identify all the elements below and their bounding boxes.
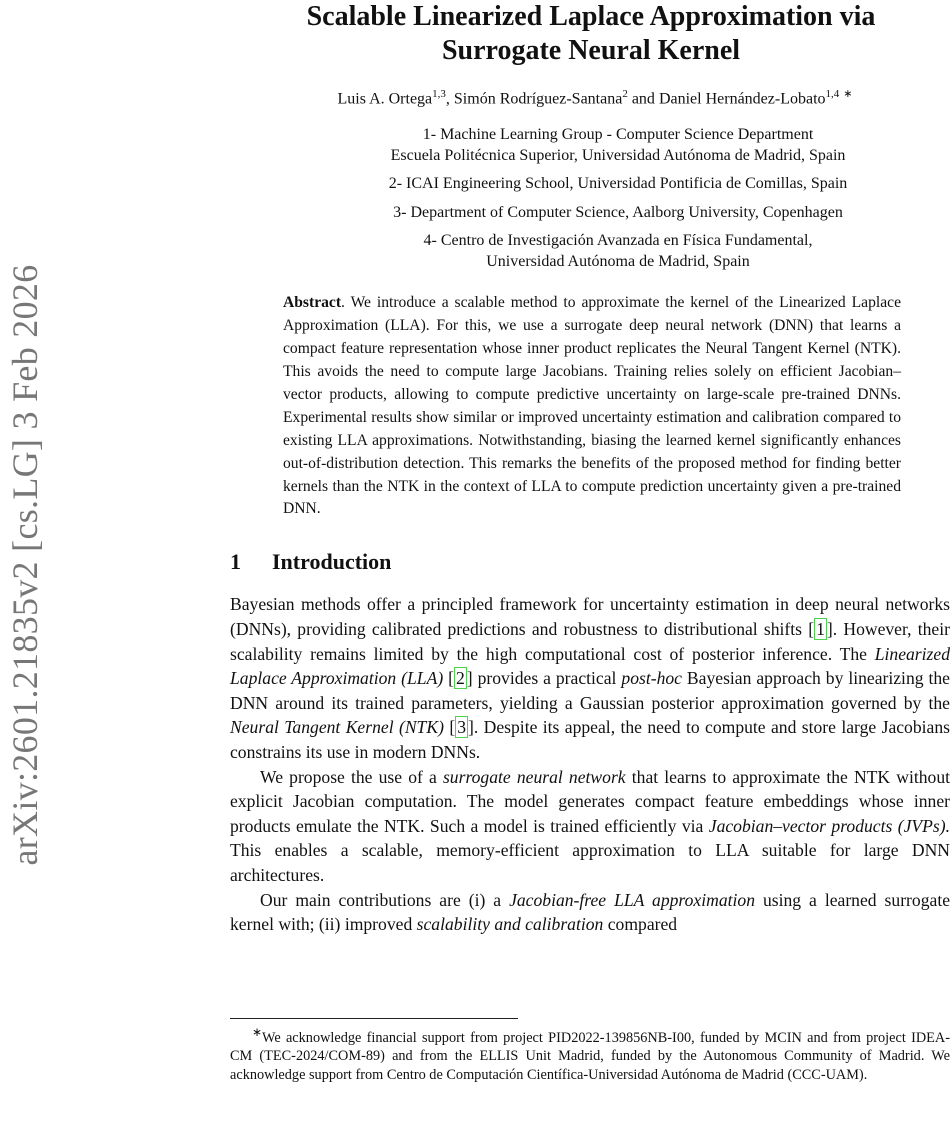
section-number: 1 — [230, 549, 241, 575]
intro-paragraph-2 — [230, 765, 950, 888]
affiliation-2 — [328, 174, 908, 195]
section-heading — [230, 549, 950, 575]
author-list — [230, 84, 950, 109]
author-2-affil: 2 — [622, 88, 628, 100]
section-title: Introduction — [272, 549, 392, 575]
emphasis-text: surrogate neural network — [442, 766, 626, 787]
author-3-affil: 1,4 — [825, 88, 840, 100]
footnote-mark[interactable]: ∗ — [843, 88, 853, 100]
author-separator: , — [445, 90, 454, 108]
emphasis-text: Jacobian–vector products (JVPs). — [708, 815, 951, 836]
affiliation-4-line-1: 4- Centro de Investigación Avanzada en Física Fundamental, — [423, 232, 813, 250]
text-run: provides a practical — [472, 668, 622, 689]
paper-title — [230, 0, 950, 68]
affiliation-1-line-1: 1- Machine Learning Group - Computer Science Department — [422, 126, 814, 144]
abstract-text: . We introduce a scalable method to approximate the kernel of the Linearized Laplace Approximation (LLA). For this, we use a surrogate deep neural network (DNN) that learns a compact feature representation whose inner product replicates the Neural Tangent Kernel (NTK). This avoids the need to compute large Jacobians. Training relies solely on efficient Jacobian–vector products, allowing to compute predictive uncertainty on large-scale pre-trained DNNs. Experimental results show similar or improved uncertainty estimation and calibration compared to existing LLA approximations. Notwithstanding, biasing the learned kernel significantly enhances out-of-distribution detection. This remarks the benefits of the proposed method for finding better kernels than the NTK in the context of LLA to compute prediction uncertainty given a pre-trained DNN. — [283, 294, 901, 518]
author-3: Daniel Hernández-Lobato — [658, 90, 826, 108]
affiliations — [230, 125, 908, 272]
text-run: using a learned surrogate kernel with; (ii) improved — [230, 889, 951, 935]
abstract — [283, 292, 901, 521]
text-run — [443, 668, 448, 688]
author-separator: and — [627, 90, 659, 108]
text-run: Bayesian approach by linearizing the DNN around its trained parameters, yielding a Gaussian posterior approximation governed by the — [230, 668, 950, 713]
text-run — [444, 717, 449, 737]
affiliation-1-line-2: Escuela Politécnica Superior, Universidad Autónoma de Madrid, Spain — [390, 146, 846, 164]
text-run: that learns to approximate the NTK without explicit Jacobian computation. The model generates compact feature embeddings whose inner products emulate the NTK. Such a model is trained efficiently via — [230, 766, 951, 836]
affiliation-2-line: 2- ICAI Engineering School, Universidad Pontificia de Comillas, Spain — [388, 175, 848, 193]
affiliation-4-line-2: Universidad Autónoma de Madrid, Spain — [486, 252, 750, 270]
affiliation-4 — [328, 231, 908, 272]
affiliation-3 — [328, 203, 908, 224]
emphasis-text: scalability and calibration — [416, 914, 604, 935]
arxiv-stamp — [0, 205, 50, 925]
title-line-2: Surrogate Neural Kernel — [441, 35, 741, 66]
citation-link[interactable]: 2 — [456, 668, 465, 689]
emphasis-text: Linearized Laplace Approximation (LLA) — [230, 643, 950, 689]
title-line-1: Scalable Linearized Laplace Approximation via — [306, 1, 876, 32]
author-1-affil: 1,3 — [432, 88, 446, 100]
emphasis-text: Jacobian-free LLA approximation — [509, 889, 755, 910]
text-run: compared — [603, 914, 678, 935]
text-run: Bayesian methods offer a principled framework for uncertainty estimation in deep neural networks (DNNs), providing calibrated predictions and robustness to distributional shifts — [230, 594, 950, 639]
abstract-heading: Abstract — [283, 294, 342, 312]
citation-link[interactable]: 3 — [457, 717, 466, 738]
text-run: Our main contributions are (i) a — [260, 889, 510, 910]
arxiv-id: arXiv:2601.21835v2 [cs.LG] 3 Feb 2026 — [5, 264, 45, 866]
author-2: Simón Rodríguez-Santana — [453, 90, 623, 108]
affiliation-1 — [328, 125, 908, 166]
affiliation-3-line: 3- Department of Computer Science, Aalborg University, Copenhagen — [393, 203, 843, 221]
citation-link[interactable]: 1 — [816, 618, 825, 639]
text-run: . However, their scalability remains limited by the high computational cost of posterior inference. The — [230, 618, 950, 664]
text-run: . Despite its appeal, the need to compute and store large Jacobians constrains its use in modern DNNs. — [230, 717, 950, 762]
intro-paragraph-1: Bayesian methods offer a principled framework for uncertainty estimation in deep neural networks (DNNs), providing calibrated predictions and robustness to distributional shifts [ 1 ]. However, their scalability remains limited by the high computational cost of posterior inference. The Linearized Laplace Approximation (LLA) [ 2 ] provides a practical post-hoc Bayesian approach by linearizing the DNN around its trained parameters, yielding a Gaussian posterior approximation governed by the Neural Tangent Kernel (NTK) [ 3 ]. Despite its appeal, the need to compute and store large Jacobians constrains its use in modern DNNs. — [230, 594, 950, 762]
footnote-text: We acknowledge financial support from project PID2022-139856NB-I00, funded by MCIN and from project IDEA-CM (TEC-2024/COM-89) and from the ELLIS Unit Madrid, funded by the Autonomous Community of Madrid. We acknowledge support from Centro de Computación Científica-Universidad Autónoma de Madrid (CCC-UAM). — [230, 1029, 950, 1083]
text-run: This enables a scalable, memory-efficient approximation to LLA suitable for large DNN architectures. — [230, 840, 950, 885]
paper-page — [230, 0, 950, 937]
emphasis-text: post-hoc — [621, 668, 682, 689]
text-run: We propose the use of a — [260, 766, 443, 787]
author-1: Luis A. Ortega — [337, 90, 433, 108]
emphasis-text: Neural Tangent Kernel (NTK) — [230, 717, 444, 738]
footnote-divider — [230, 1018, 518, 1019]
intro-paragraph-3 — [230, 888, 950, 937]
footnote — [230, 1023, 950, 1085]
footnote-marker: ∗ — [252, 1025, 262, 1039]
